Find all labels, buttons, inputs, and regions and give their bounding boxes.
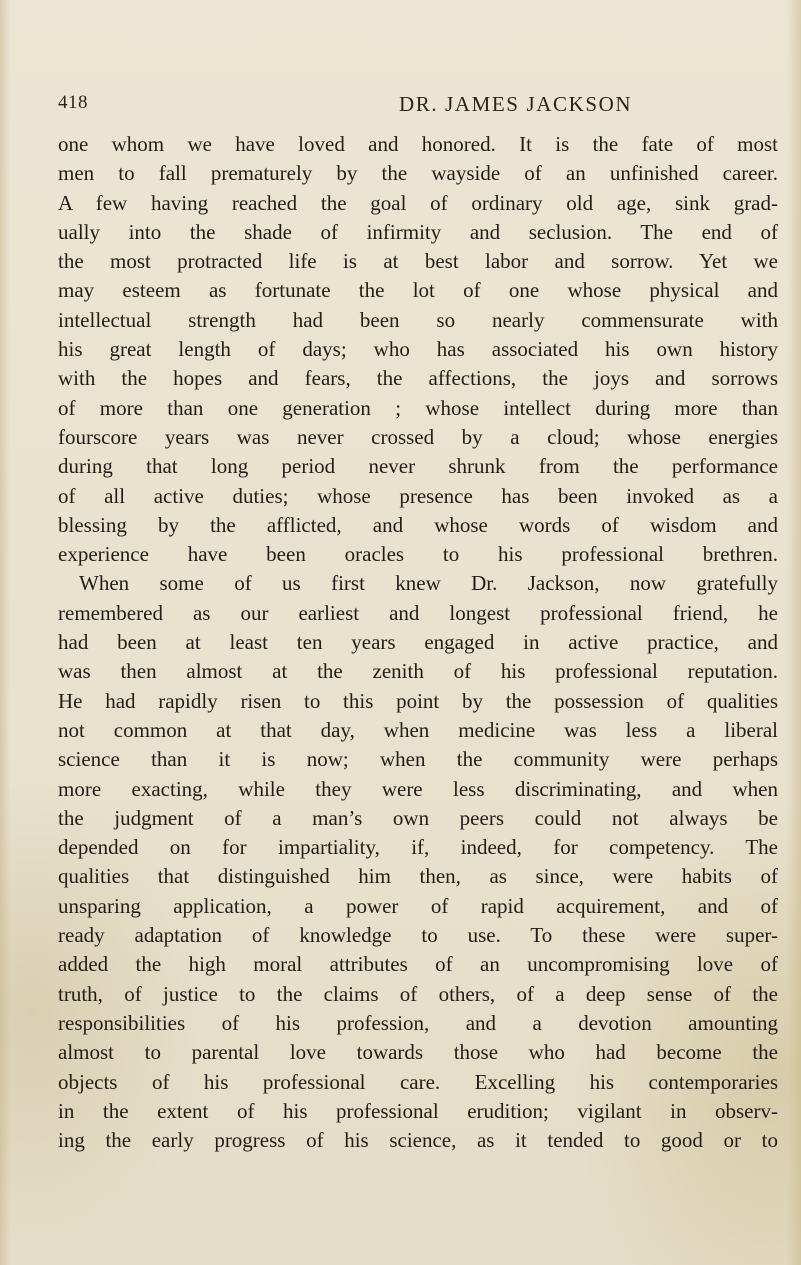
page-edge-shadow-left (0, 0, 10, 1265)
text-line: in the extent of his professional erudition; vigilant in observ- (58, 1098, 778, 1123)
text-line: remembered as our earliest and longest professional friend, he (58, 600, 778, 625)
page-number: 418 (58, 92, 88, 113)
text-line: had been at least ten years engaged in active practice, and (58, 630, 778, 655)
text-line: almost to parental love towards those who had become the (58, 1040, 778, 1065)
text-line: objects of his professional care. Excelling his contemporaries (58, 1069, 778, 1094)
text-line: ing the early progress of his science, as it tended to good or to (58, 1128, 778, 1153)
text-line: men to fall prematurely by the wayside of an unfinished career. (58, 161, 778, 186)
text-line: with the hopes and fears, the affections, the joys and sorrows (58, 366, 778, 391)
text-line: He had rapidly risen to this point by the possession of qualities (58, 688, 778, 713)
text-line: one whom we have loved and honored. It is the fate of most (58, 132, 778, 156)
text-line: unsparing application, a power of rapid acquirement, and of (58, 893, 778, 918)
text-line: more exacting, while they were less discriminating, and when (58, 776, 778, 801)
body-text (58, 130, 778, 1155)
text-line: fourscore years was never crossed by a cloud; whose energies (58, 424, 778, 449)
text-line: intellectual strength had been so nearly commensurate with (58, 307, 778, 332)
text-line: responsibilities of his profession, and a devotion amounting (58, 1010, 778, 1035)
text-line: ually into the shade of infirmity and seclusion. The end of (58, 219, 778, 244)
text-line: qualities that distinguished him then, as since, were habits of (58, 864, 778, 889)
text-line: the judgment of a man’s own peers could not always be (58, 805, 778, 830)
text-line: not common at that day, when medicine was less a liberal (58, 717, 778, 742)
text-line: of more than one generation ; whose intellect during more than (58, 395, 778, 420)
text-line-indented: When some of us first knew Dr. Jackson, now gratefully (79, 571, 778, 596)
page-edge-shadow-right (787, 0, 801, 1265)
text-line: science than it is now; when the community were perhaps (58, 747, 778, 772)
text-line: blessing by the afflicted, and whose words of wisdom and (58, 512, 778, 537)
text-line: his great length of days; who has associated his own history (58, 337, 778, 362)
running-head (58, 92, 748, 122)
text-line: was then almost at the zenith of his professional reputation. (58, 659, 778, 684)
text-line: of all active duties; whose presence has been invoked as a (58, 483, 778, 508)
text-line: A few having reached the goal of ordinary old age, sink grad- (58, 190, 778, 215)
text-line: experience have been oracles to his professional brethren. (58, 542, 778, 567)
text-line: may esteem as fortunate the lot of one whose physical and (58, 278, 778, 303)
text-line: truth, of justice to the claims of others, of a deep sense of the (58, 981, 778, 1006)
text-line: the most protracted life is at best labor and sorrow. Yet we (58, 249, 778, 274)
text-line: depended on for impartiality, if, indeed, for competency. The (58, 835, 778, 860)
text-line: added the high moral attributes of an uncompromising love of (58, 952, 778, 977)
text-line: during that long period never shrunk from the performance (58, 454, 778, 479)
running-head-title: DR. JAMES JACKSON (399, 92, 633, 116)
text-line: ready adaptation of knowledge to use. To these were super- (58, 923, 778, 948)
